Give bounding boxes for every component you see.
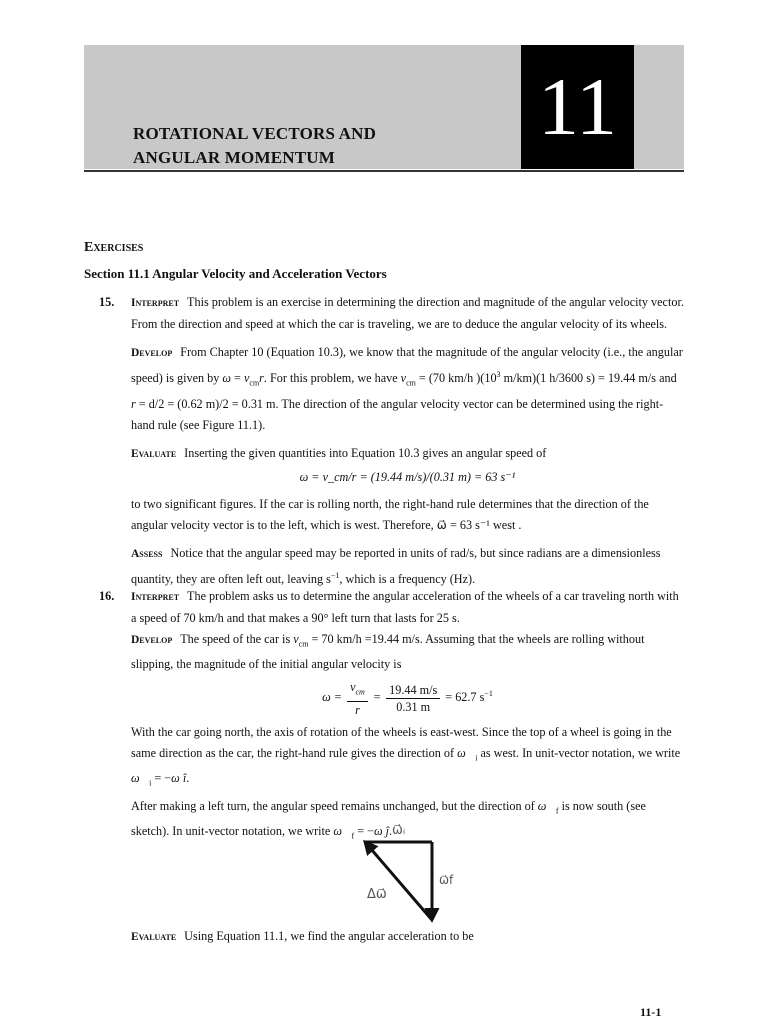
develop-label: Develop	[131, 347, 173, 359]
delta-omega-label: Δω⃗	[367, 887, 387, 902]
interpret-paragraph: Interpret The problem asks us to determine the angular acceleration of the wheels of a car traveling north with a speed of 70 km/h and that makes a 90° left turn that lasts for 25 s.	[131, 589, 679, 625]
chapter-number: 11	[521, 45, 634, 169]
develop-label: Develop	[131, 634, 173, 646]
problem-number: 15.	[99, 295, 115, 309]
vector-sketch	[343, 812, 473, 927]
header-rule	[84, 170, 684, 172]
chapter-title	[133, 122, 463, 170]
interpret-text: This problem is an exercise in determining the direction and magnitude of the angular velocity vector. From the direction and speed at which the car is traveling, we are to deduce the angular velocity of its wheels.	[131, 295, 684, 331]
section-heading: Section 11.1 Angular Velocity and Acceleration Vectors	[84, 266, 387, 281]
assess-paragraph: Assess Notice that the angular speed may be reported in units of rad/s, but since radians are a dimensionless quantity, they are often left out, leaving $s^{-1}$, which is a frequency (Hz).	[131, 545, 661, 586]
develop-paragraph: Develop From Chapter 10 (Equation 10.3), we know that the magnitude of the angular velocity (i.e., the angular speed) is given by $\omega = v_{cm}r$. For this problem, we have $v_{cm} = (70$ km/h )($10^3$ m/km)(1 h/3600 s) = 19.44 m/s and r = d/2 = (0.62 m)/2 = 0.31 m. The direction of the angular velocity vector can be determined using the right-hand rule (see Figure 11.1).	[131, 345, 683, 432]
interpret-paragraph	[131, 292, 684, 335]
equation-initial-angular-velocity: ω = $\frac{v_{cm}}{r}$ = $\frac{19.44 m/s}{0.31 m}$ = 62.7 $s^{-1}$	[322, 680, 493, 717]
evaluate-label: Evaluate	[131, 447, 177, 460]
equation-angular-speed: ω = v_cm/r = (19.44 m/s)/(0.31 m) = 63 s⁻¹	[299, 469, 516, 484]
axis-paragraph: With the car going north, the axis of rotation of the wheels is east-west. Since the top of a wheel is going in the same direction as the car, the right-hand rule gives the direction of $\omega⃗_i$ as west. In unit-vector notation, we write $\omega⃗_i = -\omega$ î.	[131, 724, 681, 788]
problem-number: 16.	[99, 589, 115, 603]
result-paragraph: to two significant figures. If the car is rolling north, the right-hand rule determines that the direction of the angular velocity vector is to the left, which is west. Therefore, ω⃗ = 63 s⁻¹ west .	[131, 496, 649, 532]
evaluate-paragraph: Evaluate Using Equation 11.1, we find the angular acceleration to be	[131, 929, 474, 943]
result-vector: ω⃗ = 63 s⁻¹ west	[436, 517, 516, 532]
turn-paragraph: After making a left turn, the angular speed remains unchanged, but the direction of $\omega⃗_f$ is now south (see sketch). In unit-vector notation, we write $\omega⃗_f = -\omega$ ĵ.	[131, 798, 646, 841]
page-number: 11-1	[640, 1005, 662, 1019]
interpret-label: Interpret	[131, 591, 180, 603]
evaluate-paragraph: Evaluate Inserting the given quantities into Equation 10.3 gives an angular speed of	[131, 445, 547, 460]
evaluate-label: Evaluate	[131, 931, 177, 943]
develop-paragraph: Develop The speed of the car is $v_{cm} = 70$ km/h =19.44 m/s. Assuming that the wheels are rolling without slipping, the magnitude of the initial angular velocity is	[131, 632, 645, 672]
delta-omega-arrow	[365, 842, 432, 920]
exercises-heading: Exercises	[84, 240, 144, 255]
omega-i-label: ω⃗ᵢ	[392, 823, 406, 838]
chapter-title-line2: ANGULAR MOMENTUM	[133, 148, 335, 167]
interpret-label: Interpret	[131, 297, 180, 309]
assess-label: Assess	[131, 547, 163, 560]
chapter-title-line1: ROTATIONAL VECTORS AND	[133, 124, 377, 143]
omega-f-label: ω⃗f	[439, 873, 454, 887]
